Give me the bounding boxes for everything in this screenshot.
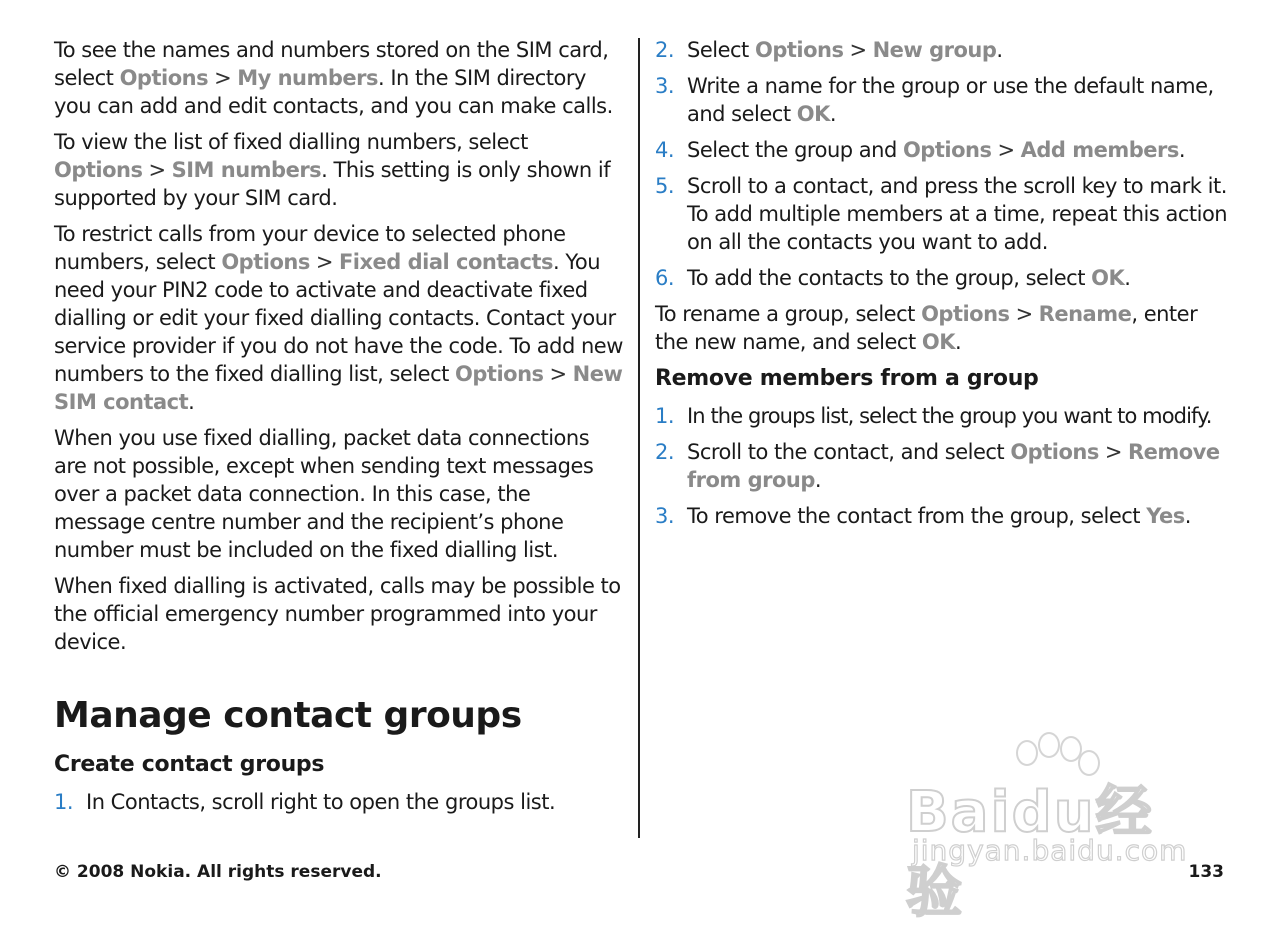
menu-ok: OK	[796, 102, 830, 126]
menu-ok: OK	[921, 330, 956, 354]
packet-data-paragraph: When you use fixed dialling, packet data connections are not possible, except when sending text messages over a packet data connection. In this case, the message centre number and the recipient’s phone number must be included on the fixed dialling list.	[54, 426, 594, 562]
menu-options: Options	[119, 66, 209, 90]
left-column	[54, 36, 626, 824]
watermark-url: jingyan.baidu.com	[912, 834, 1188, 867]
menu-options: Options	[1010, 440, 1099, 464]
list-item: 3. Write a name for the group or use the default name, and select OK.	[655, 74, 1214, 126]
menu-add-members: Add members	[1020, 138, 1179, 162]
copyright: © 2008 Nokia. All rights reserved.	[54, 862, 382, 882]
create-groups-steps-continued	[655, 36, 1233, 292]
subsection-title: Create contact groups	[54, 752, 325, 777]
right-column	[655, 36, 1233, 538]
list-item: 1. In the groups list, select the group you want to modify.	[655, 404, 1212, 428]
remove-members-steps	[655, 402, 1233, 530]
menu-new-group: New group	[872, 38, 997, 62]
menu-options: Options	[754, 38, 844, 62]
menu-ok: OK	[1091, 266, 1125, 290]
menu-remove-from-group: Remove from group	[687, 440, 1220, 492]
menu-fixed-dial-contacts: Fixed dial contacts	[338, 250, 554, 274]
menu-options: Options	[54, 158, 143, 182]
menu-options: Options	[221, 250, 310, 274]
restrict-calls-paragraph: To restrict calls from your device to selected phone numbers, select Options > Fixed dial contacts. You need your PIN2 code to activate and deactivate fixed dialling or edit your fixed dialling contacts. Contact your service provider if you do not have the code. To add new numbers to the fixed dialling list, select Options > New SIM contact.	[54, 222, 623, 414]
sim-card-paragraph: To see the names and numbers stored on the SIM card, select Options > My numbers. In the SIM directory you can add and edit contacts, and you can make calls.	[54, 38, 613, 118]
emergency-paragraph: When fixed dialling is activated, calls may be possible to the official emergency number programmed into your device.	[54, 574, 621, 654]
list-item: 4. Select the group and Options > Add members.	[655, 138, 1186, 162]
watermark-logo: Baidu经验	[906, 780, 1154, 925]
column-divider	[638, 38, 640, 838]
fixed-dialling-list-paragraph: To view the list of fixed dialling numbers, select Options > SIM numbers. This setting is only shown if supported by your SIM card.	[54, 130, 611, 210]
list-item: 5. Scroll to a contact, and press the scroll key to mark it. To add multiple members at a time, repeat this action on all the contacts you want to add.	[655, 174, 1228, 254]
subsection-title: Remove members from a group	[655, 366, 1039, 391]
create-groups-steps	[54, 788, 626, 816]
menu-options: Options	[455, 362, 544, 386]
menu-yes: Yes	[1146, 504, 1185, 528]
menu-options: Options	[921, 302, 1010, 326]
page-number: 133	[1188, 862, 1224, 882]
menu-new-sim-contact: New SIM contact	[54, 362, 623, 414]
menu-sim-numbers: SIM numbers	[171, 158, 322, 182]
list-item: 2. Select Options > New group.	[655, 38, 1003, 62]
list-item: 3. To remove the contact from the group, select Yes.	[655, 504, 1191, 528]
rename-paragraph: To rename a group, select Options > Rename, enter the new name, and select OK.	[655, 302, 1198, 354]
menu-options: Options	[902, 138, 992, 162]
menu-rename: Rename	[1038, 302, 1132, 326]
menu-my-numbers: My numbers	[237, 66, 378, 90]
list-item: 1. In Contacts, scroll right to open the groups list.	[54, 790, 556, 814]
list-item: 2. Scroll to the contact, and select Options > Remove from group.	[655, 440, 1220, 492]
list-item: 6. To add the contacts to the group, select OK.	[655, 266, 1131, 290]
section-title: Manage contact groups	[54, 695, 522, 736]
